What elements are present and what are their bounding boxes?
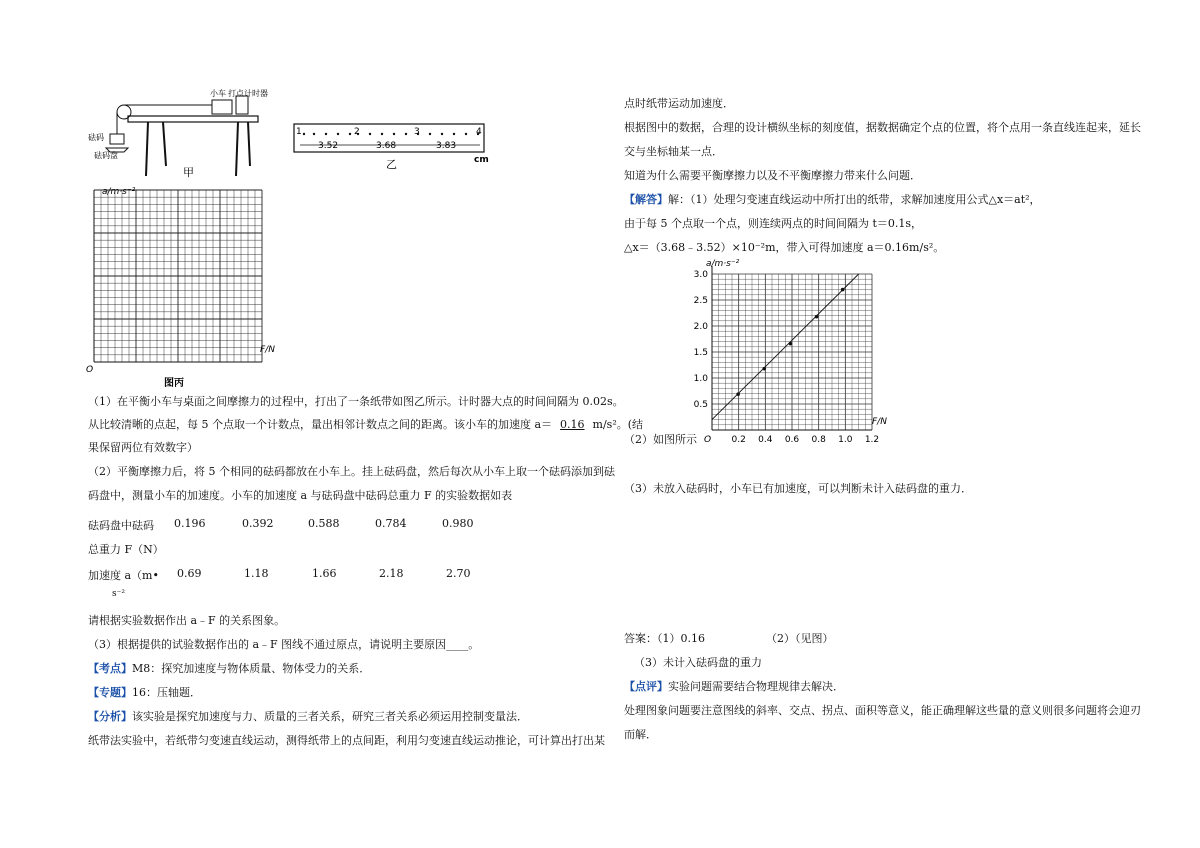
bing-xlabel: F/N [260,345,275,355]
dianping-line [624,680,844,694]
jieda-text: 解：（1）处理匀变速直线运动中所打出的纸带，求解加速度用公式△x＝at²， [668,193,1041,206]
table-row2-val: 2.70 [446,567,471,580]
chart-xtick-label: 1.0 [838,435,853,445]
right-line6: 由于每 5 个点取一个点，则连续两点的时间间隔为 t＝0.1s， [624,217,923,230]
jia-cart-label: 小车 [210,89,226,98]
q2-line3: 请根据实验数据作出 a﹣F 的关系图象。 [88,614,286,627]
table-row2-val: 0.69 [177,567,202,580]
bing-origin: O [86,365,94,375]
answer-1: 答案：（1）0.16 [624,632,705,645]
dianping-text: 实验问题需要结合物理规律去解决． [668,680,844,693]
right-line3: 交与坐标轴某一点． [624,145,723,158]
table-row1-label2: 总重力 F（N） [88,543,164,556]
table-row1-val: 0.784 [375,517,407,530]
bing-ylabel: a/m·s⁻² [102,187,136,197]
tape-d3: 3.83 [436,141,457,151]
q2-line2: 码盘中，测量小车的加速度。小车的加速度 a 与砝码盘中砝码总重力 F 的实验数据如表 [88,489,513,502]
q1-line1: （1）在平衡小车与桌面之间摩擦力的过程中，打出了一条纸带如图乙所示。计时器大点的时间间隔为 0.02s。 [88,395,624,408]
right-line7: △x＝（3.68﹣3.52）×10⁻²m，带入可得加速度 a＝0.16m/s²。 [624,241,945,254]
chart-xtick-label: 0.8 [811,435,826,445]
q1-line3: 果保留两位有效数字） [88,441,198,454]
tape-point-1: 1 [296,127,302,137]
q2-line1: （2）平衡摩擦力后，将 5 个相同的砝码都放在小车上。挂上砝码盘，然后每次从小车上取一个砝码添加到砝 [88,465,615,478]
table-row2-val: 1.66 [312,567,337,580]
q1-line2-a: 从比较清晰的点起，每 5 个点取一个计数点，量出相邻计数点之间的距离。该小车的加速度 a＝ [88,418,553,431]
chart-xtick-label: 0.6 [784,435,800,445]
chart-ytick-label: 2.0 [693,322,708,332]
chart-ytick-label: 1.5 [693,348,708,358]
right-line10: 处理图象问题要注意图线的斜率、交点、拐点、面积等意义，能正确理解这些量的意义则很多问题将会迎刃 [624,704,1141,717]
table-row1-val: 0.196 [174,517,206,530]
chart-xtick-label: 0.4 [758,435,773,445]
jia-timer-label: 打点计时器 [228,89,268,98]
jia-caption: 甲 [183,166,194,178]
chart-ytick-label: 3.0 [693,270,708,280]
tape-d1: 3.52 [318,141,339,151]
chart-ylabel: a/m·s⁻² [706,259,740,269]
right-line9: （3）未放入砝码时，小车已有加速度，可以判断未计入砝码盘的重力． [624,482,972,495]
right-line4: 知道为什么需要平衡摩擦力以及不平衡摩擦力带来什么问题． [624,169,921,182]
dianping-tag: 【点评】 [624,680,668,693]
kaodian-tag: 【考点】 [88,662,132,675]
fenxi-tag: 【分析】 [88,710,132,723]
table-row1-label: 砝码盘中砝码 [88,519,154,532]
figure-bing-grid [84,180,284,390]
yi-caption: 乙 [386,158,397,171]
table-row2-label2: s⁻² [112,589,125,599]
answer-2: （2）（见图） [766,632,834,645]
table-row2-label: 加速度 a（m• [88,569,159,582]
chart-origin: O [704,435,712,445]
table-row1-val: 0.980 [442,517,474,530]
q1-line2-b: m/s²。(结 [592,418,644,431]
jia-pan-label: 砝码盘 [94,151,118,160]
table-row2-val: 1.18 [244,567,269,580]
zhuanti-line [88,686,201,700]
fenxi-text: 该实验是探究加速度与力、质量的三者关系，研究三者关系必须运用控制变量法． [132,710,528,723]
chart-data-point [736,392,740,396]
right-line8: （2）如图所示 [624,433,697,446]
q3-text: （3）根据提供的试验数据作出的 a﹣F 图线不通过原点，请说明主要原因 [88,638,447,651]
chart-data-point [789,342,793,346]
q3-blank: ____ [446,638,469,651]
chart-xtick-label: 0.2 [731,435,746,445]
figure-yi-tape [290,120,490,172]
right-line2: 根据图中的数据，合理的设计横纵坐标的刻度值，据数据确定个点的位置，将个点用一条直线连起来，延长 [624,121,1141,134]
jia-weights-label: 砝码 [88,133,104,142]
chart-xtick-label: 1.2 [864,435,880,445]
chart-data-point [762,367,766,371]
jieda-line [624,193,1041,207]
tape-point-2: 2 [354,127,360,137]
q3-line1 [88,638,479,652]
kaodian-line [88,662,370,676]
jieda-tag: 【解答】 [624,193,668,206]
zhuanti-tag: 【专题】 [88,686,132,699]
chart-ytick-label: 0.5 [693,400,708,410]
table-row1-val: 0.588 [308,517,340,530]
right-line11: 而解． [624,728,657,741]
chart-ytick-label: 1.0 [693,374,708,384]
tape-point-4: 4 [476,127,482,137]
chart-xlabel: F/N [872,417,887,427]
chart-data-point [841,288,845,292]
answer-3: （3）未计入砝码盘的重力 [634,656,762,669]
tape-d2: 3.68 [376,141,397,151]
tape-unit: cm [474,155,489,165]
q3-end: 。 [468,638,480,651]
bing-caption: 图丙 [164,378,184,389]
kaodian-text: M8：探究加速度与物体质量、物体受力的关系． [132,662,371,675]
fenxi-line [88,710,528,724]
right-line1: 点时纸带运动加速度． [624,97,734,110]
q1-answer: 0.16 [560,418,585,431]
zhuanti-text: 16：压轴题． [132,686,201,699]
table-row1-val: 0.392 [242,517,274,530]
chart-ytick-label: 2.5 [693,296,708,306]
chart-data-point [815,315,819,319]
q1-line2 [88,418,643,432]
answer-chart [676,258,896,448]
figure-jia-apparatus [88,86,278,178]
tape-point-3: 3 [414,127,420,137]
fenxi-line2: 纸带法实验中，若纸带匀变速直线运动，测得纸带上的点间距，利用匀变速直线运动推论，可计算出打出某 [88,734,605,747]
table-row2-val: 2.18 [379,567,404,580]
